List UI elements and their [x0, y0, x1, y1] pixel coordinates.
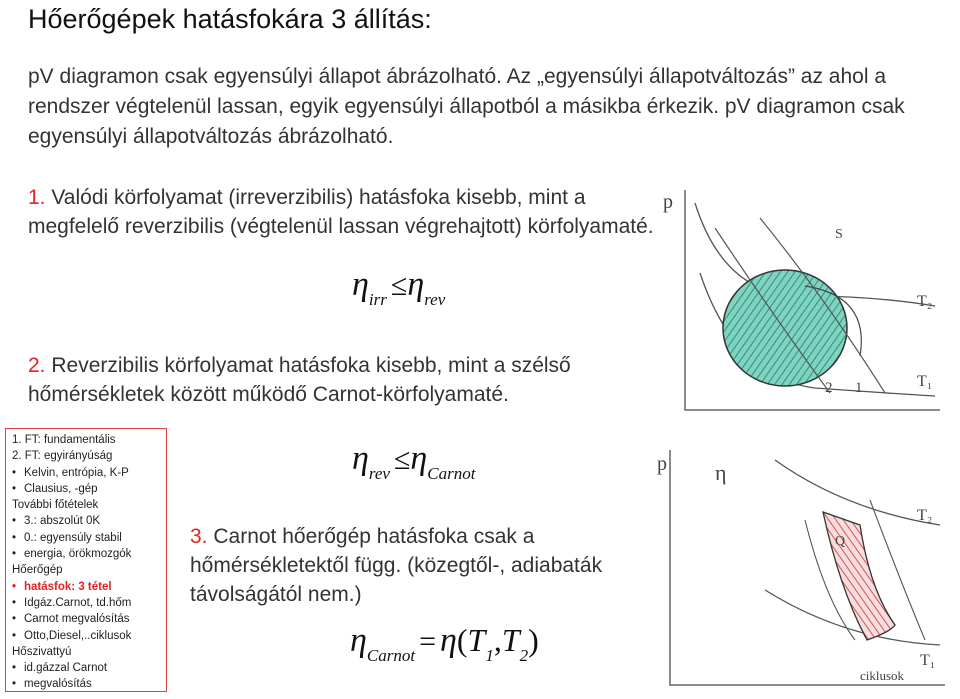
- eta-symbol: η: [439, 622, 457, 659]
- hatched-cycle-area: [723, 270, 847, 386]
- topic-outline-list: [12, 432, 166, 693]
- outline-item: • Kelvin, entrópia, K-P: [12, 465, 166, 481]
- outline-item: • id.gázzal Carnot: [12, 660, 166, 676]
- close-paren: ): [528, 622, 539, 658]
- outline-item: • hatásfok: 3 tétel: [12, 579, 166, 595]
- subscript-carnot: Carnot: [427, 464, 476, 483]
- subscript-carnot: Carnot: [366, 646, 416, 665]
- point-1-number: 1.: [28, 186, 46, 209]
- t2-symbol: T: [501, 622, 520, 658]
- point-1: [28, 183, 658, 241]
- carnot-cycle-sketch: [655, 440, 950, 695]
- diagram1-2-label: 2: [825, 380, 833, 396]
- outline-item: • 0.: egyensúly stabil: [12, 530, 166, 546]
- point-3: [190, 522, 660, 609]
- diagram2-ciklus-label: ciklusok: [860, 668, 905, 683]
- point-1-text: Valódi körfolyamat (irreverzibilis) hatásfoka kisebb, mint a megfelelő reverzibilis (végtelenül lassan végrehajtott) körfolyamaté.: [28, 186, 654, 238]
- t1-symbol: T: [467, 622, 486, 658]
- formula-rev-carnot: [352, 440, 476, 483]
- diagram1-t1-label: T₁: [917, 373, 933, 390]
- diagram1-1-label: 1: [855, 380, 863, 396]
- subscript-rev: rev: [368, 464, 390, 483]
- subscript-rev: rev: [424, 290, 446, 309]
- formula-carnot-temperature: [350, 622, 539, 665]
- topic-outline-box: [5, 428, 167, 692]
- outline-item: Hőerőgép: [12, 564, 63, 577]
- leq-symbol: ≤: [390, 269, 408, 302]
- eta-symbol: η: [352, 440, 369, 477]
- outline-item: További főtételek: [12, 499, 99, 512]
- subscript-1: 1: [485, 646, 494, 665]
- outline-item: • Otto,Diesel,..ciklusok: [12, 628, 166, 644]
- hatched-carnot-area: [823, 512, 895, 640]
- pv-cycle-sketch: [655, 178, 945, 428]
- outline-item: • 3.: abszolút 0K: [12, 513, 166, 529]
- diagram2-q-label: Q: [835, 534, 846, 549]
- comma: ,: [493, 622, 502, 658]
- diagram1-p-label: p: [663, 191, 673, 213]
- outline-item: 1. FT: fundamentális: [12, 434, 116, 446]
- point-3-text: Carnot hőerőgép hatásfoka csak a hőmérsékletektől függ. (közegtől-, adiabaták távolságától nem.): [190, 525, 603, 606]
- subscript-irr: irr: [368, 290, 387, 309]
- formula-irr-rev: [352, 266, 446, 309]
- diagram1-s-label: S: [835, 227, 843, 242]
- eta-symbol: η: [350, 622, 367, 659]
- diagram2-p-label: p: [657, 453, 667, 475]
- eta-symbol: η: [352, 266, 369, 303]
- equals-symbol: =: [419, 625, 436, 658]
- diagram1-t2-label: T₂: [917, 293, 933, 310]
- intro-paragraph: pV diagramon csak egyensúlyi állapot ábrázolható. Az „egyensúlyi állapotváltozás” az ahol a rendszer végtelenül lassan, egyik egyensúlyi állapotból a másikba érkezik. pV diagramon csak egyensúlyi állapotváltozás ábrázolható.: [28, 65, 905, 148]
- open-paren: (: [456, 622, 468, 658]
- outline-item: • energia, örökmozgók: [12, 546, 166, 562]
- outline-item: • Idgáz.Carnot, td.hőm: [12, 595, 166, 611]
- point-2-text: Reverzibilis körfolyamat hatásfoka kisebb, mint a szélső hőmérsékletek között működő Carnot-körfolyamaté.: [28, 354, 571, 406]
- diagram2-eta-label: η: [715, 460, 727, 485]
- point-2: [28, 351, 668, 409]
- diagram2-t1-label: T₁: [920, 652, 936, 669]
- outline-item: • Carnot megvalósítás: [12, 611, 166, 627]
- leq-symbol: ≤: [393, 443, 411, 476]
- isotherm-t2: [775, 460, 940, 525]
- pv-axes: [670, 450, 945, 685]
- point-2-number: 2.: [28, 354, 46, 377]
- subscript-2: 2: [519, 646, 529, 665]
- eta-symbol: η: [410, 440, 428, 477]
- point-3-number: 3.: [190, 525, 208, 548]
- diagram2-t2-label: T₂: [917, 507, 933, 524]
- outline-item: • Clausius, -gép: [12, 481, 166, 497]
- outline-item: • megvalósítás: [12, 676, 166, 692]
- page-title: Hőerőgépek hatásfokára 3 állítás:: [28, 4, 432, 34]
- eta-symbol: η: [407, 266, 425, 303]
- outline-item: 2. FT: egyirányúság: [12, 450, 113, 463]
- outline-item: Hőszivattyú: [12, 645, 72, 658]
